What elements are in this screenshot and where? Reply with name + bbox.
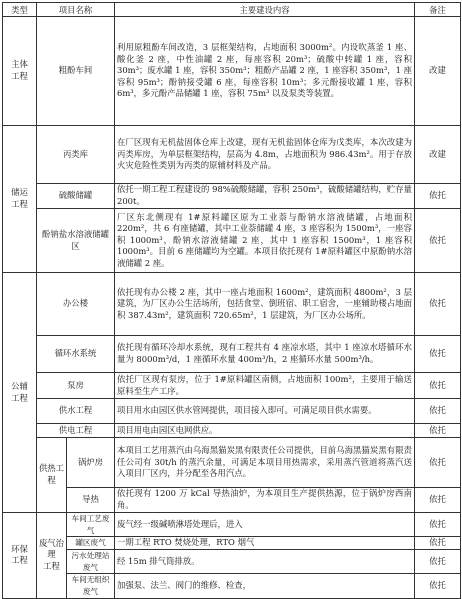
item-remark: 依托 — [415, 488, 461, 513]
item-remark: 依托 — [415, 399, 461, 424]
item-content: 在厂区现有无机盐固体仓库上改建，现有无机盐固体仓库为戊类库，本次改建为丙类库房，为单层框架结构，层高为 4.8m，占地面积为 986.43m²。用于存放火灾危险性类别为丙类的原辅材料及产品。 — [115, 126, 415, 184]
header-remark: 备注 — [415, 3, 461, 17]
item-name: 硫酸储罐 — [37, 184, 115, 209]
table-row — [3, 438, 461, 488]
category-storage: 储运 工程 — [3, 126, 37, 273]
item-content: 经 15m 排气筒排放。 — [115, 550, 415, 574]
env-item-name: 废气治理 工程 — [37, 513, 67, 599]
item-content: 依托厂区现有泵房，位于 1#原料罐区南侧，占地面积 100m²，主要用于输送原料至生产工序。 — [115, 373, 415, 399]
item-remark: 依托 — [415, 574, 461, 598]
item-content: 依托一期工程工程建设的 98%硫酸储罐，容积 250m³，硫酸储罐结构，贮存量 200t。 — [115, 184, 415, 209]
env-sub-name: 污水处理站废气 — [67, 550, 115, 574]
env-sub-name: 车间无组织废气 — [67, 574, 115, 598]
item-content: 加强泵、法兰、阀门的维修、检查， — [115, 574, 415, 598]
table-row — [3, 336, 461, 373]
env-sub-name: 罐区废气 — [67, 537, 115, 550]
table-row — [3, 488, 461, 513]
header-category: 类型 — [3, 3, 37, 17]
table-row — [3, 273, 461, 336]
table-row — [3, 513, 461, 537]
item-name: 供电工程 — [37, 424, 115, 438]
table-row — [3, 537, 461, 550]
item-remark: 依托 — [415, 336, 461, 373]
item-content: 依托现有办公楼 2 座，其中一座占地面积 1600m²，建筑面积 4800m²，3 层建筑，为厂区办公生活场所，包括食堂、倒班宿、职工宿舍，一座辅助楼占地面积 387.43m²，建筑面积 720.65m²，1 层建筑，为厂区办公场所。 — [115, 273, 415, 336]
item-name: 供水工程 — [37, 399, 115, 424]
item-name: 循环水系统 — [37, 336, 115, 373]
heating-sub-name: 导热 — [67, 488, 115, 513]
heating-item-name: 供热工程 — [37, 438, 67, 513]
item-content: 本项目工艺用蒸汽由乌海黑猫炭黑有限责任公司提供，目前乌海黑猫炭黑有限责任公司有 30t/h 的蒸汽余量，可满足本项目用热需求，采用蒸汽管道将蒸汽送入项目厂区内，并分配至各用汽点。 — [115, 438, 415, 488]
item-name: 粗酚车间 — [37, 17, 115, 126]
env-sub-name: 车间工艺废气 — [67, 513, 115, 537]
item-name: 办公楼 — [37, 273, 115, 336]
table-row — [3, 184, 461, 209]
item-content: 项目用水由园区供水管网提供，项目接入即可。可满足项目供水需要。 — [115, 399, 415, 424]
item-content: 厂区东北侧现有 1#原料罐区原为工业萘与酚钠水溶液储罐，占地面积 220m²，共 6 有座储罐，其中工业萘储罐 4 座，3 座容积为 1500m³，一座容积 1000m³，酚钠水溶液储罐 2 座，其中 1 座容积 1500m³，1 座容积 1000m³。目前 6 座储罐均为空罐。本项目依托现有 1#原料罐区中原酚钠水溶液储罐 2 座。 — [115, 209, 415, 273]
heating-sub-name: 锅炉房 — [67, 438, 115, 488]
item-remark: 依托 — [415, 537, 461, 550]
item-remark: 依托 — [415, 550, 461, 574]
header-content: 主要建设内容 — [115, 3, 415, 17]
item-remark: 改建 — [415, 17, 461, 126]
item-remark: 依托 — [415, 424, 461, 438]
item-remark: 依托 — [415, 438, 461, 488]
item-content: 依托现有 1200 万 kCal 导热油炉，为本项目生产提供热源，位于锅炉房西南角。 — [115, 488, 415, 513]
item-remark: 依托 — [415, 209, 461, 273]
table-row — [3, 17, 461, 126]
table-row — [3, 373, 461, 399]
table-row — [3, 424, 461, 438]
item-content: 一期工程 RTO 焚烧处理，RTO 烟气 — [115, 537, 415, 550]
construction-content-table — [2, 2, 461, 599]
item-remark: 依托 — [415, 273, 461, 336]
table-row — [3, 209, 461, 273]
table-row — [3, 126, 461, 184]
item-content: 利用原粗酚车间改造，3 层框架结构，占地面积 3000m²。内设吹蒸釜 1 座、酸化釜 2 座，中性油罐 2 座，每座容积 20m³；硫酸中转罐 1 座，容积 30m³；废水罐 1 座，容积 350m³；粗酚产品罐 2 座，1 座容积 350m³，1 座容积 95m³；酚钠接受罐 6 座，每座容积 10m³；多元酚接收罐 1 座，容积 6m³，多元酚产品储罐 1 座，容积 75m³ 以及泵类等装置。 — [115, 17, 415, 126]
item-remark: 改建 — [415, 126, 461, 184]
header-item: 项目名称 — [37, 3, 115, 17]
table-row — [3, 399, 461, 424]
category-environment: 环保 工程 — [3, 513, 37, 599]
item-remark: 依托 — [415, 373, 461, 399]
item-remark: 依托 — [415, 513, 461, 537]
item-remark: 依托 — [415, 184, 461, 209]
table-header-row — [3, 3, 461, 17]
category-main: 主体 工程 — [3, 17, 37, 126]
item-content: 废气经一级碱喷淋塔处理后，进入 — [115, 513, 415, 537]
item-content: 项目用电由园区电网供应。 — [115, 424, 415, 438]
table-row — [3, 574, 461, 598]
item-name: 丙类库 — [37, 126, 115, 184]
table-row — [3, 550, 461, 574]
category-auxiliary: 公辅 工程 — [3, 273, 37, 513]
item-name: 泵房 — [37, 373, 115, 399]
item-content: 依托现有循环冷却水系统，现有工程共有 4 座凉水塔，其中 1 座凉水塔循环水量为 8000m³/d，1 座循环水量 400m³/h，2 座循环水量 500m³/h。 — [115, 336, 415, 373]
item-name: 酚钠盐水溶液储罐区 — [37, 209, 115, 273]
